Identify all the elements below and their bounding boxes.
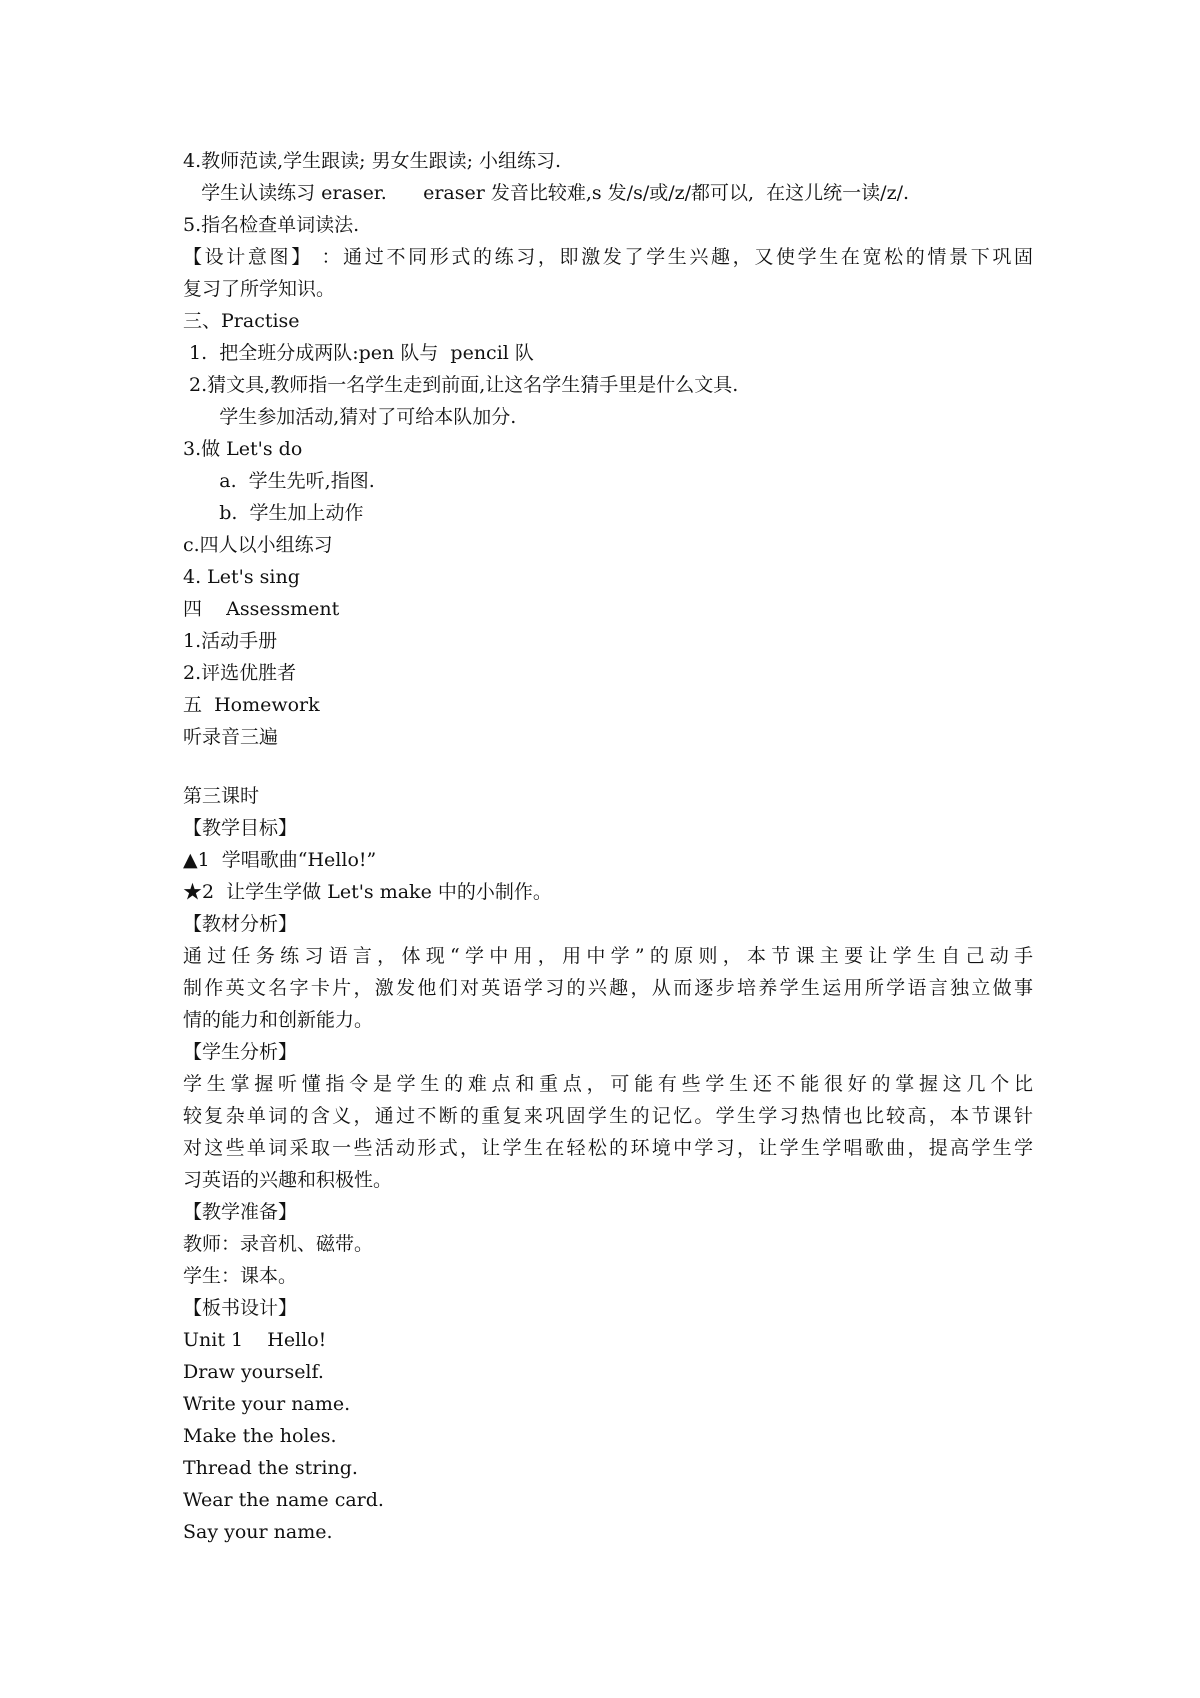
text-line: 2.评选优胜者	[183, 662, 297, 684]
section-heading: 【教学准备】	[183, 1201, 298, 1223]
text-line: 3.做 Let's do	[183, 438, 303, 460]
text-line: c.四人以小组练习	[183, 534, 333, 556]
text-line: 4. Let's sing	[183, 566, 300, 588]
text-line: 1.活动手册	[183, 630, 278, 652]
text-line: 1. 把全班分成两队:pen 队与 pencil 队	[183, 342, 534, 364]
section-heading: 五 Homework	[183, 694, 320, 716]
text-line: Say your name.	[183, 1521, 333, 1543]
text-line: 学生认读练习 eraser. eraser 发音比较难,s 发/s/或/z/都可以, 在这儿统一读/z/.	[183, 182, 910, 204]
text-line: Make the holes.	[183, 1425, 337, 1447]
text-line: 习英语的兴趣和积极性。	[183, 1169, 393, 1191]
lesson-title: 第三课时	[183, 785, 260, 807]
text-line: Draw yourself.	[183, 1361, 324, 1383]
text-line: 复习了所学知识。	[183, 278, 336, 300]
text-line: 2.猜文具,教师指一名学生走到前面,让这名学生猜手里是什么文具.	[183, 374, 739, 396]
text-line: 对这些单词采取一些活动形式，让学生在轻松的环境中学习，让学生学唱歌曲，提高学生学	[183, 1137, 1033, 1159]
text-line: Thread the string.	[183, 1457, 358, 1479]
section-heading: 【教材分析】	[183, 913, 298, 935]
text-line: a. 学生先听,指图.	[183, 470, 375, 492]
text-line: 【设计意图】 ：通过不同形式的练习，即激发了学生兴趣，又使学生在宽松的情景下巩固	[183, 246, 1033, 268]
text-line: 5.指名检查单词读法.	[183, 214, 360, 236]
text-line: 学生参加活动,猜对了可给本队加分.	[183, 406, 517, 428]
text-line: Wear the name card.	[183, 1489, 384, 1511]
text-line: 教师：录音机、磁带。	[183, 1233, 374, 1255]
text-line: ★2 让学生学做 Let's make 中的小制作。	[183, 881, 552, 903]
text-line: Write your name.	[183, 1393, 351, 1415]
text-line: 情的能力和创新能力。	[183, 1009, 374, 1031]
text-line: 听录音三遍	[183, 726, 279, 748]
text-line: 制作英文名字卡片，激发他们对英语学习的兴趣，从而逐步培养学生运用所学语言独立做事	[183, 977, 1033, 999]
section-heading: 【板书设计】	[183, 1297, 298, 1319]
text-line: 4.教师范读,学生跟读; 男女生跟读; 小组练习.	[183, 150, 562, 172]
text-line: 较复杂单词的含义，通过不断的重复来巩固学生的记忆。学生学习热情也比较高，本节课针	[183, 1105, 1033, 1127]
text-line: Unit 1 Hello!	[183, 1329, 327, 1351]
section-heading: 三、Practise	[183, 310, 300, 332]
section-heading: 【教学目标】	[183, 817, 298, 839]
section-heading: 四 Assessment	[183, 598, 340, 620]
text-line: ▲1 学唱歌曲“Hello!”	[183, 849, 377, 871]
text-line: 学生：课本。	[183, 1265, 298, 1287]
text-line: 通过任务练习语言，体现“学中用，用中学”的原则，本节课主要让学生自己动手	[183, 945, 1033, 967]
section-heading: 【学生分析】	[183, 1041, 298, 1063]
text-line: 学生掌握听懂指令是学生的难点和重点，可能有些学生还不能很好的掌握这几个比	[183, 1073, 1033, 1095]
text-line: b. 学生加上动作	[183, 502, 364, 524]
